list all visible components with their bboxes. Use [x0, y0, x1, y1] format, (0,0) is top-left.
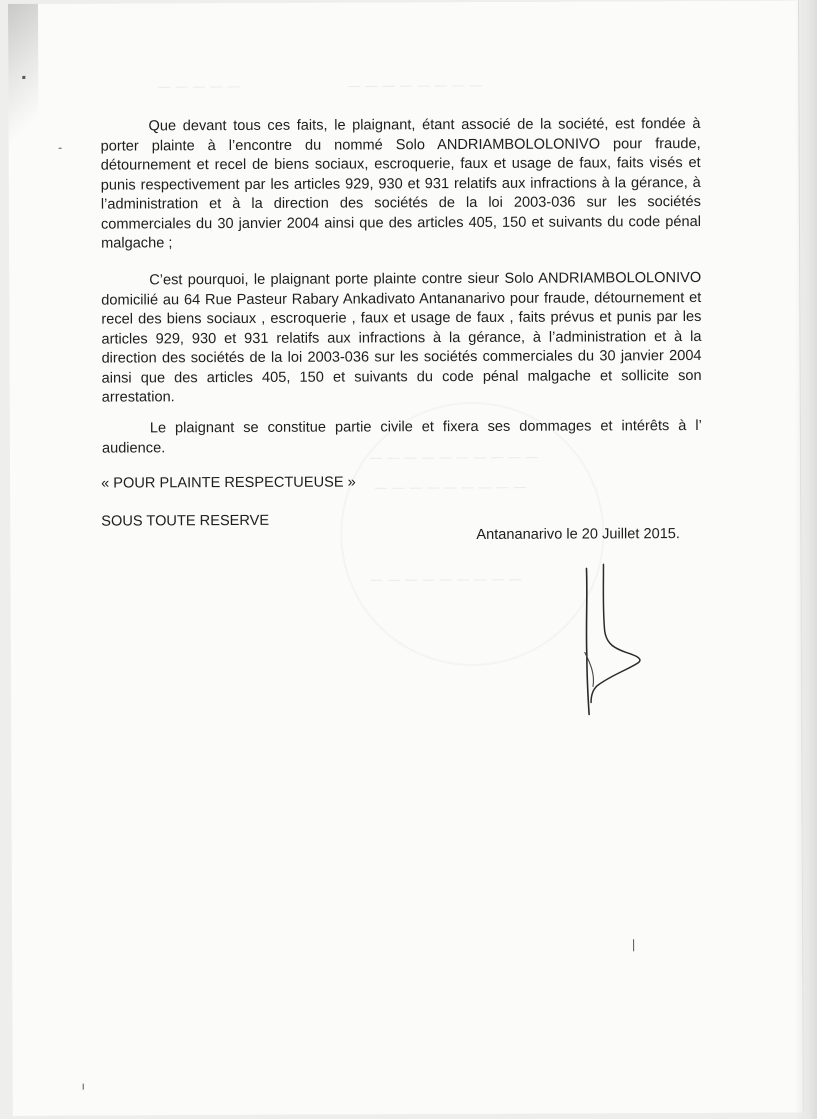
paper-speck [83, 1084, 84, 1090]
paper-speck [633, 939, 634, 951]
page-fold-shadow [8, 4, 39, 164]
bleed-through-mark: — — — — — — — — [348, 77, 483, 93]
reserve-note: SOUS TOUTE RESERVE [101, 512, 270, 530]
document-page [8, 1, 803, 1116]
scan-right-edge [795, 0, 817, 1119]
handwritten-signature [570, 556, 661, 726]
bleed-through-mark: — — — — — — — — — — [369, 449, 540, 465]
paragraph-grounds: Que devant tous ces faits, le plaignant, étant associé de la société, est fondée à porter plainte à l’encontre du nommé Solo ANDRIAMBOLOLONIVO pour fraude, détournement et recel de biens sociaux, escroquerie, faux et usage de faux, faits visés et punis respectivement par les articles 929, 930 et 931 relatifs aux infractions à la gérance, à l’administration et à la direction des sociétés de la loi 2003-036 sur les sociétés commerciales du 30 janvier 2004 ainsi que des articles 405, 150 et suivants du code pénal malgache ; [100, 115, 701, 252]
paper-speck [59, 148, 62, 149]
paper-speck [22, 76, 25, 79]
place-and-date: Antananarivo le 20 Juillet 2015. [476, 526, 681, 543]
paragraph-civil-party: Le plaignant se constitue partie civile et fixera ses dommages et intérêts à l’ audience. [101, 417, 702, 457]
paragraph-complaint: C’est pourquoi, le plaignant porte plainte contre sieur Solo ANDRIAMBOLOLONIVO domicilié au 64 Rue Pasteur Rabary Ankadivato Antananarivo pour fraude, détournement et recel des biens sociaux , escroquerie , faux et usage de faux , faits prévus et punis par les articles 929, 930 et 931 relatifs aux infractions à la gérance, à l’administration et à la direction des sociétés de la loi 2003-036 sur les sociétés commerciales du 30 janvier 2004 ainsi que des articles 405, 150 et suivants du code pénal malgache et sollicite son arrestation. [101, 269, 702, 406]
bleed-through-mark: — — — — — — — — — [370, 571, 523, 587]
bleed-through-mark: — — — — — [158, 78, 241, 94]
closing-formula: « POUR PLAINTE RESPECTUEUSE » [101, 474, 356, 492]
bleed-through-mark: — — — — — — — — — [375, 479, 527, 495]
